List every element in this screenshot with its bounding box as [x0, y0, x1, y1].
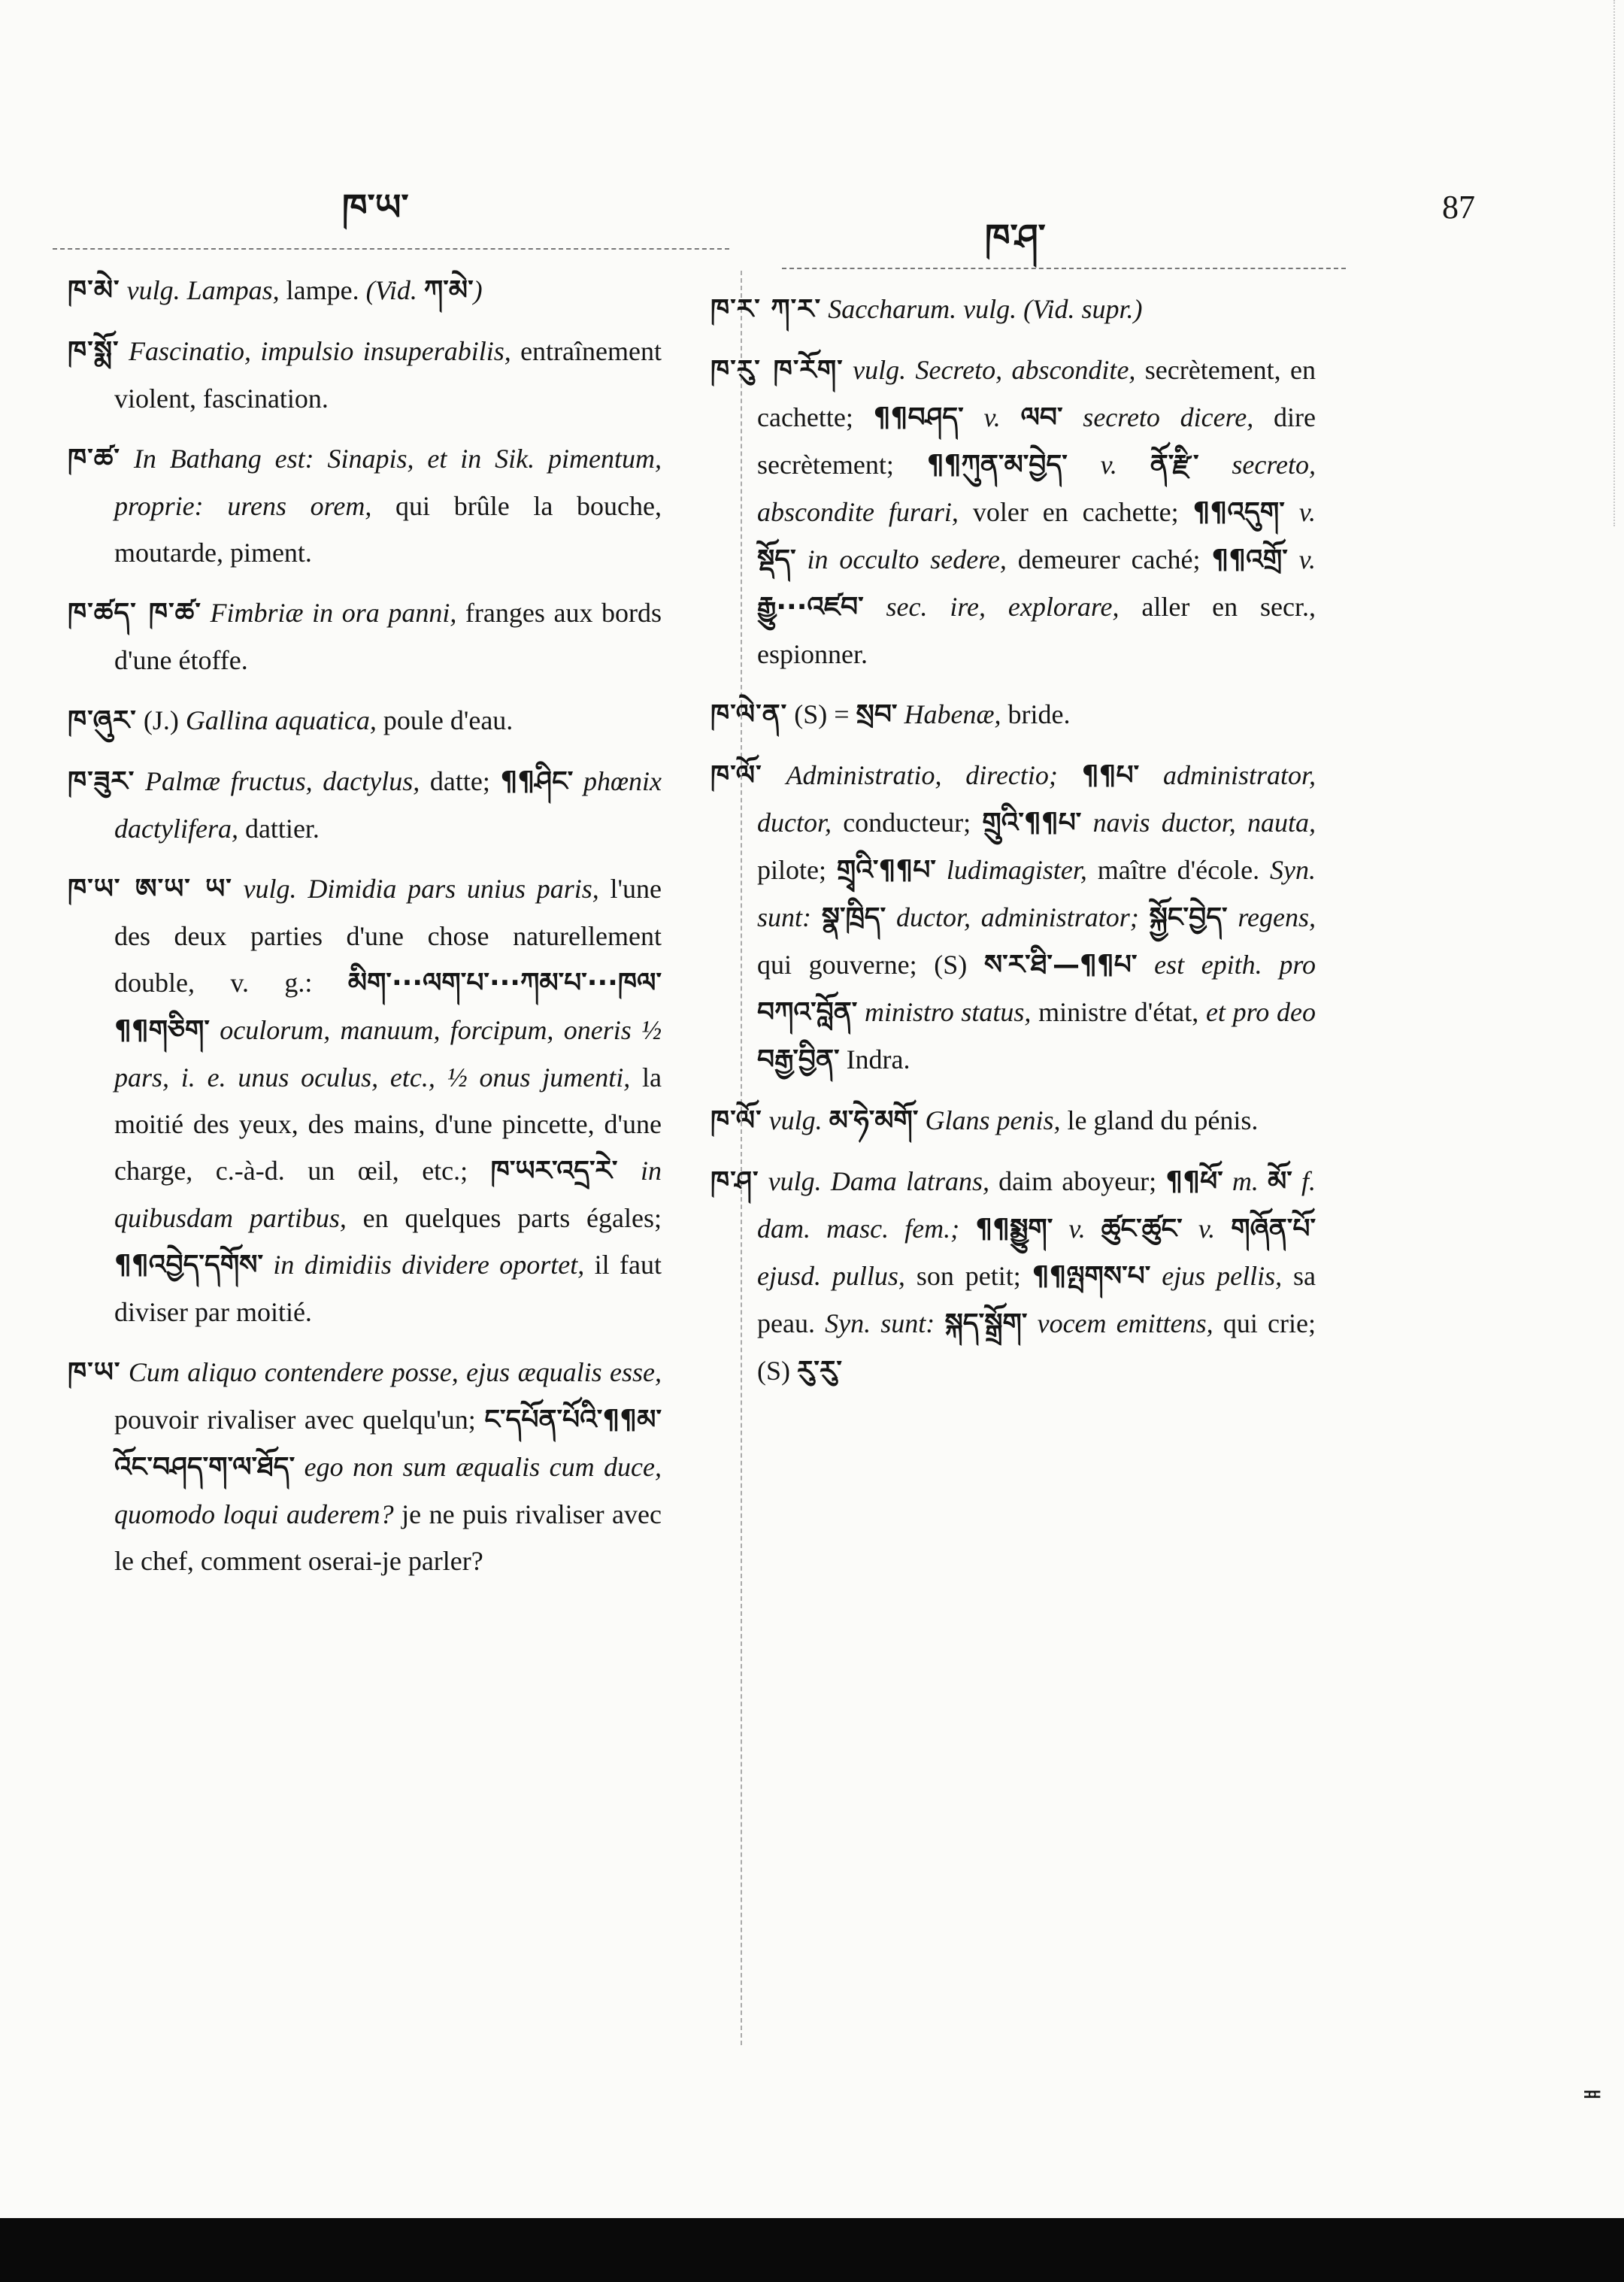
latin-text: v. [1287, 544, 1316, 574]
headword: ཁ་ཞུར་ [68, 705, 137, 736]
latin-text: navis ductor, nauta, [1081, 808, 1316, 838]
latin-text: Palmæ fructus, dactylus, [144, 766, 420, 796]
french-text: (S) = [794, 699, 856, 729]
french-text: pouvoir rivaliser avec quelqu'un; [114, 1405, 485, 1435]
tibetan-text: ¶¶པ་ [1081, 760, 1140, 791]
latin-text: vulg. [768, 1105, 829, 1135]
dictionary-entry [710, 752, 1316, 1083]
tibetan-text: སྡོད་ [757, 544, 796, 575]
tibetan-text: མིག་···ལག་པ་···ཀམ་པ་···ཁལ་¶¶གཅིག་ [114, 968, 662, 1046]
latin-text: in dimidiis dividere oportet, [263, 1250, 585, 1280]
tibetan-text: ¶¶ལྤགས་པ་ [1032, 1261, 1151, 1292]
dictionary-entry [68, 1349, 662, 1584]
dictionary-entry [68, 267, 662, 314]
latin-text: vulg. Dama latrans, [768, 1166, 989, 1196]
tibetan-text: ས་ར་ཐི་—¶¶པ་ [983, 950, 1138, 980]
latin-text: ductor, administrator; [886, 902, 1150, 932]
dictionary-entry [68, 758, 662, 852]
headword: ཁ་ལེ་ན་ [710, 699, 788, 730]
french-text: franges aux bords d'une étoffe. [114, 598, 662, 675]
latin-text: Habenæ, [897, 699, 1001, 729]
dictionary-entry [710, 347, 1316, 677]
latin-text: v. [963, 402, 1021, 432]
tibetan-text: ¶¶འབྱེད་དགོས་ [114, 1250, 264, 1280]
latin-text: oculorum, manuum, forcipum, oneris ½ pars, i. e. unus oculus, etc., ½ onus jumenti, [114, 1015, 662, 1093]
french-text: Indra. [839, 1044, 910, 1074]
french-text: l'une des deux parties d'une chose naturellement double, v. g.: [114, 874, 662, 998]
french-text: bride. [1001, 699, 1071, 729]
french-text: aller en secr., espionner. [757, 592, 1316, 669]
latin-text: vulg. Secreto, abscondite, [853, 355, 1136, 385]
french-text: secrètement, en cachette; [757, 355, 1316, 432]
french-text: en quelques parts égales; [346, 1203, 662, 1233]
headword: ཁ་རུ་ ཁ་རོག་ [710, 355, 844, 386]
french-text: pilote; [757, 855, 837, 885]
headword: ཁ་ར་ ཀ་ར་ [710, 294, 822, 325]
headword: ཁ་སྨོ་ [68, 336, 120, 367]
latin-text: secreto dicere, [1062, 402, 1254, 432]
dictionary-entry [710, 1158, 1316, 1395]
tibetan-text: སྐད་སྒྲོག་ [944, 1308, 1028, 1339]
latin-text: Syn. sunt: [825, 1308, 945, 1338]
right-column [710, 286, 1316, 1408]
headword: ཁ་ཡ་ [68, 1357, 121, 1388]
tibetan-text: གཞོན་པོ་ [1231, 1214, 1316, 1244]
french-text: il faut diviser par moitié. [114, 1250, 662, 1327]
latin-text: Glans penis, [918, 1105, 1061, 1135]
tibetan-text: ཀ་མེ་ [423, 275, 474, 306]
latin-text: vulg. Lampas, [126, 275, 280, 305]
latin-text: administrator, ductor, [757, 760, 1316, 838]
french-text: ministre d'état, [1031, 997, 1206, 1027]
french-text: voler en cachette; [958, 497, 1193, 527]
dictionary-entry [68, 589, 662, 683]
french-text: le gland du pénis. [1060, 1105, 1259, 1135]
latin-text: vulg. Dimidia pars unius paris, [243, 874, 599, 904]
french-text: datte; [420, 766, 501, 796]
french-text: daim aboyeur; [989, 1166, 1166, 1196]
headword: ཁ་ལོ་ [710, 1105, 762, 1136]
latin-text: sec. ire, explorare, [863, 592, 1120, 622]
latin-text: in quibusdam partibus, [114, 1156, 662, 1233]
tibetan-text: ནོ་རྫི་ [1150, 450, 1199, 480]
headword: ཁ་ཚ་ [68, 444, 120, 474]
tibetan-text: བརྒྱ་བྱིན་ [757, 1044, 840, 1075]
latin-text: Fascinatio, impulsio insuperabilis, [128, 336, 511, 366]
latin-text: Gallina aquatica, [185, 705, 377, 735]
latin-text: m. [1223, 1166, 1268, 1196]
headword: ཁ་ཚད་ ཁ་ཚ་ [68, 598, 201, 629]
tibetan-text: ཁ་ཡར་འདྲ་རེ་ [490, 1156, 618, 1186]
dictionary-entry [68, 435, 662, 576]
latin-text: ejusd. pullus, [757, 1261, 905, 1291]
tibetan-text: ¶¶འདུག་ [1192, 497, 1285, 528]
french-text: son petit; [904, 1261, 1032, 1291]
tibetan-text: གྲྭའི་¶¶པ་ [836, 855, 936, 886]
tibetan-text: ¶¶སྨྱུག་ [975, 1214, 1053, 1244]
latin-text: Cum aliquo contendere posse, ejus æqualis esse, [128, 1357, 662, 1387]
latin-text: v. [1182, 1214, 1232, 1244]
tibetan-text: ང་དཔོན་པོའི་¶¶མ་འོང་བཤད་ག་ལ་ཐོད་ [114, 1405, 662, 1483]
latin-text: ) [473, 275, 483, 305]
headword: ཁ་ལོ་ [710, 760, 762, 791]
french-text: poule d'eau. [376, 705, 514, 735]
dictionary-entry [68, 697, 662, 744]
french-text: qui brûle la bouche, moutarde, piment. [114, 491, 662, 568]
tibetan-text: ¶¶བཤད་ [873, 402, 964, 433]
latin-text: Saccharum. vulg. (Vid. supr.) [828, 294, 1143, 324]
latin-text: v. [1284, 497, 1316, 527]
latin-text: et pro deo [1205, 997, 1316, 1027]
tibetan-text: མ་ཧེ་མགོ་ [829, 1105, 919, 1136]
latin-text: v. [1053, 1214, 1101, 1244]
bottom-scan-bar [0, 2218, 1624, 2282]
latin-text: ministro status, [857, 997, 1032, 1027]
french-text: qui crie; (S) [757, 1308, 1316, 1386]
headword: ཁ་ཡ་ ཨ་ཡ་ ཡ་ [68, 874, 232, 905]
dictionary-entry [68, 865, 662, 1335]
tibetan-text: རྒྱུ···འཛབ་ [757, 592, 864, 623]
dictionary-entry [68, 328, 662, 422]
french-text: entraînement violent, fascination. [114, 336, 662, 414]
latin-text: ejus pellis, [1150, 1261, 1283, 1291]
left-column [68, 267, 662, 1598]
latin-text: ego non sum æqualis cum duce, quomodo loqui auderem? [114, 1452, 662, 1529]
side-mark: ≖ [1581, 2080, 1603, 2108]
tibetan-text: ལབ་ [1020, 402, 1063, 433]
dictionary-entry [710, 691, 1316, 738]
tibetan-text: སྣ་ཁྲིད་ [821, 902, 886, 933]
latin-text: secreto, abscondite furari, [757, 450, 1316, 527]
tibetan-text: གྲུའི་¶¶པ་ [982, 808, 1082, 838]
tibetan-text: རུ་རུ་ [797, 1356, 842, 1386]
latin-text: regens, [1227, 902, 1316, 932]
latin-text: v. [1067, 450, 1150, 480]
headword: ཁ་ཟུར་ [68, 766, 135, 797]
margin-line [1613, 0, 1615, 526]
tibetan-text: ཚུང་ཚུང་ [1101, 1214, 1183, 1244]
latin-text: Syn. sunt: [757, 855, 1316, 932]
french-text: la moitié des yeux, des mains, d'une pincette, d'une charge, c.-à-d. un œil, etc.; [114, 1062, 662, 1186]
french-text: sa peau. [757, 1261, 1316, 1338]
french-text: je ne puis rivaliser avec le chef, comment oserai-je parler? [114, 1499, 662, 1576]
french-text: dattier. [238, 814, 320, 844]
french-text: demeurer caché; [1006, 544, 1212, 574]
tibetan-text: བཀའ་བློན་ [757, 997, 858, 1028]
latin-text: f. dam. masc. fem.; [757, 1166, 1316, 1244]
headword: ཁ་ཤ་ [710, 1166, 759, 1197]
french-text: lampe. [279, 275, 366, 305]
tibetan-text: ¶¶ཀུན་མ་བྱེད་ [926, 450, 1068, 480]
dictionary-entry [710, 1097, 1316, 1144]
french-text: dire secrètement; [757, 402, 1316, 480]
dictionary-entry [710, 286, 1316, 333]
latin-text: ludimagister, [935, 855, 1087, 885]
latin-text: Fimbriæ in ora panni, [210, 598, 457, 628]
french-text: maître d'école. [1086, 855, 1271, 885]
header-left-title: ཁ་ཡ་ [342, 186, 409, 229]
tibetan-text: ¶¶འགྲོ་ [1211, 544, 1288, 575]
latin-text: in occulto sedere, [795, 544, 1007, 574]
tibetan-text: སྲབ་ [856, 699, 898, 730]
latin-text: vocem emittens, [1027, 1308, 1213, 1338]
latin-text: est epith. pro [1137, 950, 1316, 980]
latin-text: (Vid. [365, 275, 424, 305]
french-text: qui gouverne; (S) [757, 950, 984, 980]
headword: ཁ་མེ་ [68, 275, 120, 306]
tibetan-text: ¶¶ཕོ་ [1165, 1166, 1223, 1197]
header-rule-right [782, 268, 1346, 269]
tibetan-text: སྐྱོང་བྱེད་ [1149, 902, 1228, 933]
tibetan-text: མོ་ [1268, 1166, 1292, 1197]
page-number: 87 [1442, 189, 1475, 226]
french-text: (J.) [143, 705, 186, 735]
header-right-title: ཁ་ཤ་ [985, 217, 1046, 259]
header-rule-left [53, 248, 729, 250]
latin-text: Administratio, directio; [786, 760, 1082, 790]
latin-text: phœnix dactylifera, [114, 766, 662, 844]
tibetan-text: ¶¶ཤིང་ [500, 766, 574, 797]
french-text: conducteur; [832, 808, 983, 838]
latin-text: In Bathang est: Sinapis, et in Sik. pimentum, proprie: urens orem, [114, 444, 662, 521]
